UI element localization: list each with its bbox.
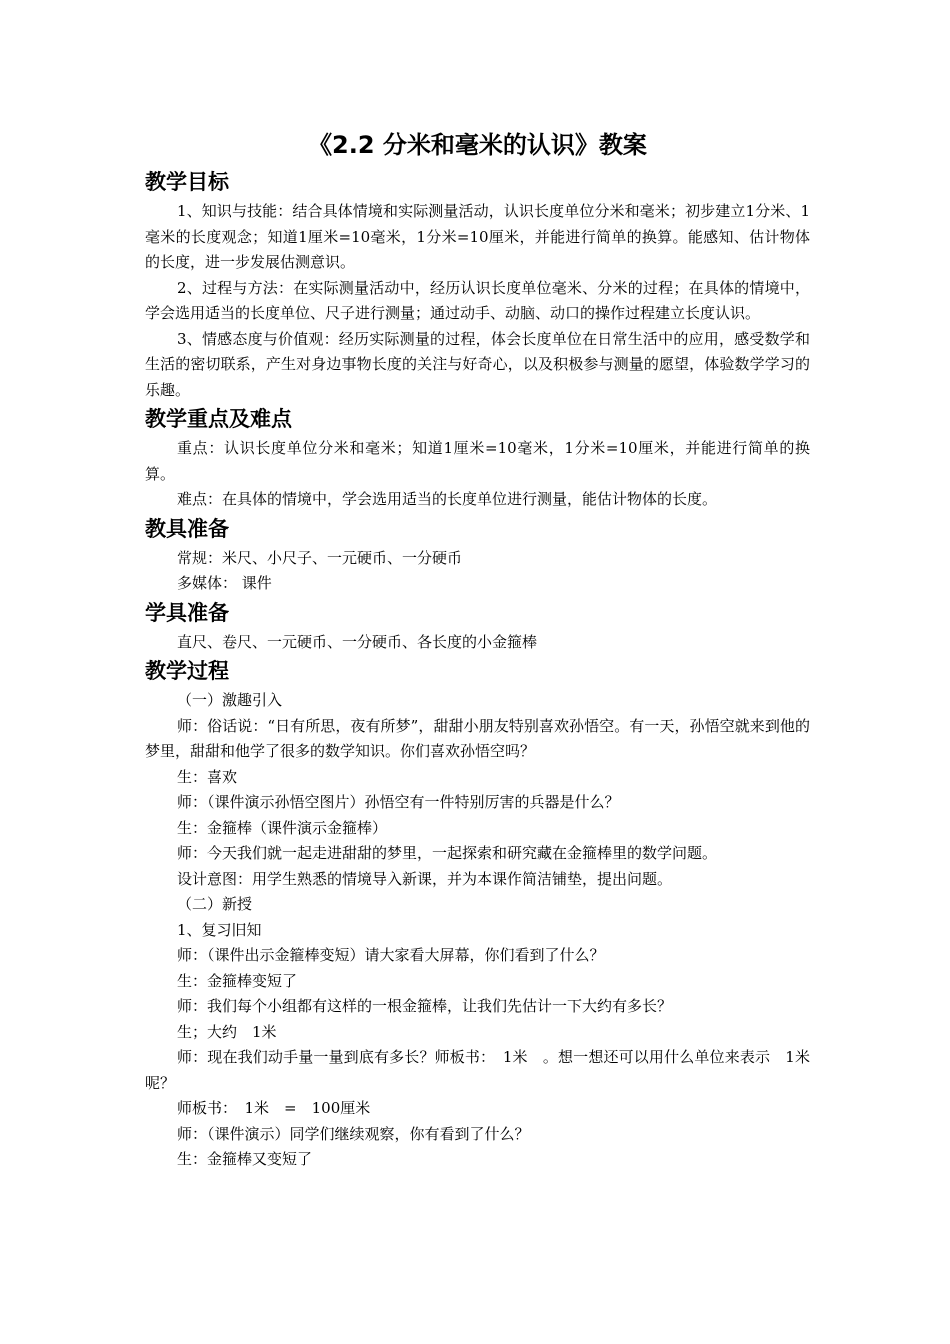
heading-student-tools: 学具准备 xyxy=(145,600,229,625)
student-tools-line: 直尺、卷尺、一元硬币、一分硬币、各长度的小金箍棒 xyxy=(177,632,538,651)
process-line: 师：（课件演示孙悟空图片）孙悟空有一件特别厉害的兵器是什么？ xyxy=(177,793,620,811)
process-line: 师：今天我们就一起走进甜甜的梦里，一起探索和研究藏在金箍棒里的数学问题。 xyxy=(177,844,718,862)
process-line: 生：喜欢 xyxy=(177,767,238,786)
teacher-tools-line: 多媒体： 课件 xyxy=(177,574,272,592)
process-line: （二）新授 xyxy=(177,895,253,913)
goal-paragraph: 1、知识与技能：结合具体情境和实际测量活动，认识长度单位分米和毫米；初步建立1分米、1毫米的长度观念；知道1厘米=10毫米，1分米=10厘米，并能进行简单的换算。能感知、估计物体的长度，进一步发展估测意识。 xyxy=(145,202,810,271)
goal-paragraph: 3、情感态度与价值观：经历实际测量的过程，体会长度单位在日常生活中的应用，感受数学和生活的密切联系，产生对身边事物长度的关注与好奇心，以及积极参与测量的愿望，体验数学学习的乐趣。 xyxy=(145,329,810,399)
process-line: 师：我们每个小组都有这样的一根金箍棒，让我们先估计一下大约有多长？ xyxy=(177,997,673,1015)
process-line: 1、复习旧知 xyxy=(177,920,262,939)
teacher-tools-line: 常规：米尺、小尺子、一元硬币、一分硬币 xyxy=(177,548,463,567)
process-line: 生：金箍棒又变短了 xyxy=(177,1150,313,1168)
process-line: 设计意图：用学生熟悉的情境导入新课，并为本课作简洁铺垫，提出问题。 xyxy=(177,869,673,888)
document-page xyxy=(145,128,826,1173)
heading-goals: 教学目标 xyxy=(145,170,229,194)
process-line: 生：金箍棒变短了 xyxy=(177,971,298,990)
difficulty-paragraph: 难点：在具体的情境中，学会选用适当的长度单位进行测量，能估计物体的长度。 xyxy=(177,490,718,508)
document-title: 《2.2 分米和毫米的认识》教案 xyxy=(308,131,647,159)
process-line: 生；大约 1米 xyxy=(177,1022,277,1041)
process-line: 师：现在我们动手量一量到底有多长？师板书： 1米 。想一想还可以用什么单位来表示 1米 呢？ xyxy=(145,1048,826,1092)
process-line: 师：俗话说：“日有所思，夜有所梦”，甜甜小朋友特别喜欢孙悟空。有一天，孙悟空就来到他的梦里，甜甜和他学了很多的数学知识。你们喜欢孙悟空吗？ xyxy=(145,716,810,760)
process-line: 师：（课件出示金箍棒变短）请大家看大屏幕，你们看到了什么？ xyxy=(177,946,605,964)
goal-paragraph: 2、过程与方法：在实际测量活动中，经历认识长度单位毫米、分米的过程；在具体的情境中，学会选用适当的长度单位、尺子进行测量；通过动手、动脑、动口的操作过程建立长度认识。 xyxy=(145,278,810,322)
heading-teacher-tools: 教具准备 xyxy=(145,516,229,541)
process-line: 生：金箍棒（课件演示金箍棒） xyxy=(177,818,388,837)
process-line: 师板书： 1米 = 100厘米 xyxy=(177,1099,371,1117)
key-point-paragraph: 重点：认识长度单位分米和毫米；知道1厘米=10毫米，1分米=10厘米，并能进行简单的换算。 xyxy=(145,439,810,483)
process-line: （一）激趣引入 xyxy=(177,691,283,709)
process-line: 师：（课件演示）同学们继续观察，你有看到了什么？ xyxy=(177,1124,530,1143)
heading-key-points: 教学重点及难点 xyxy=(145,407,292,431)
heading-process: 教学过程 xyxy=(145,659,229,683)
